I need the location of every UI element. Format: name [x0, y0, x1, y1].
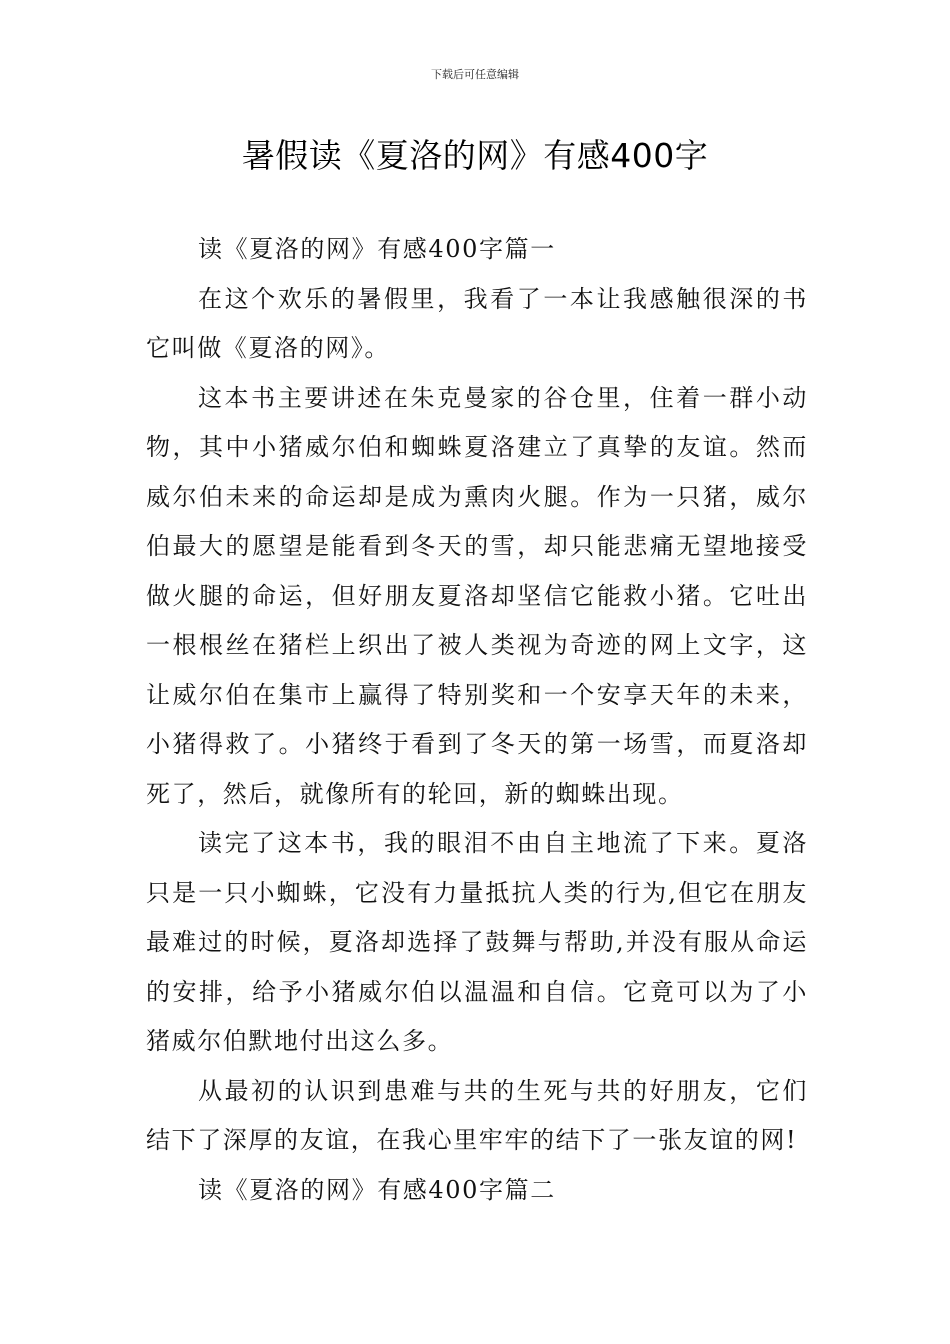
- header-note: 下载后可任意编辑: [431, 68, 519, 81]
- section-heading-2: 读《夏洛的网》有感400字篇二: [198, 1175, 556, 1204]
- article-body: [146, 225, 808, 1215]
- section-heading-1: 读《夏洛的网》有感400字篇一: [198, 235, 556, 263]
- paragraph-2: 这本书主要讲述在朱克曼家的谷仓里，住着一群小动物，其中小猪威尔伯和蜘蛛夏洛建立了真挚的友谊。然而威尔伯未来的命运却是成为熏肉火腿。作为一只猪，威尔伯最大的愿望是能看到冬天的雪，却只能悲痛无望地接受做火腿的命运，但好朋友夏洛却坚信它能救小猪。它吐出一根根丝在猪栏上织出了被人类视为奇迹的网上文字，这让威尔伯在集市上赢得了特别奖和一个安享天年的未来，小猪得救了。小猪终于看到了冬天的第一场雪，而夏洛却死了，然后，就像所有的轮回，新的蜘蛛出现。: [146, 383, 808, 808]
- paragraph-4: 从最初的认识到患难与共的生死与共的好朋友，它们结下了深厚的友谊，在我心里牢牢的结下了一张友谊的网!: [146, 1076, 808, 1154]
- paragraph-3: 读完了这本书，我的眼泪不由自主地流了下来。夏洛只是一只小蜘蛛，它没有力量抵抗人类的行为,但它在朋友最难过的时候，夏洛却选择了鼓舞与帮助,并没有服从命运的安排，给予小猪威尔伯以温温和自信。它竟可以为了小猪威尔伯默地付出这么多。: [146, 829, 808, 1055]
- paragraph-1: 在这个欢乐的暑假里，我看了一本让我感触很深的书它叫做《夏洛的网》。: [146, 284, 808, 362]
- page-title: 暑假读《夏洛的网》有感400字: [241, 136, 709, 175]
